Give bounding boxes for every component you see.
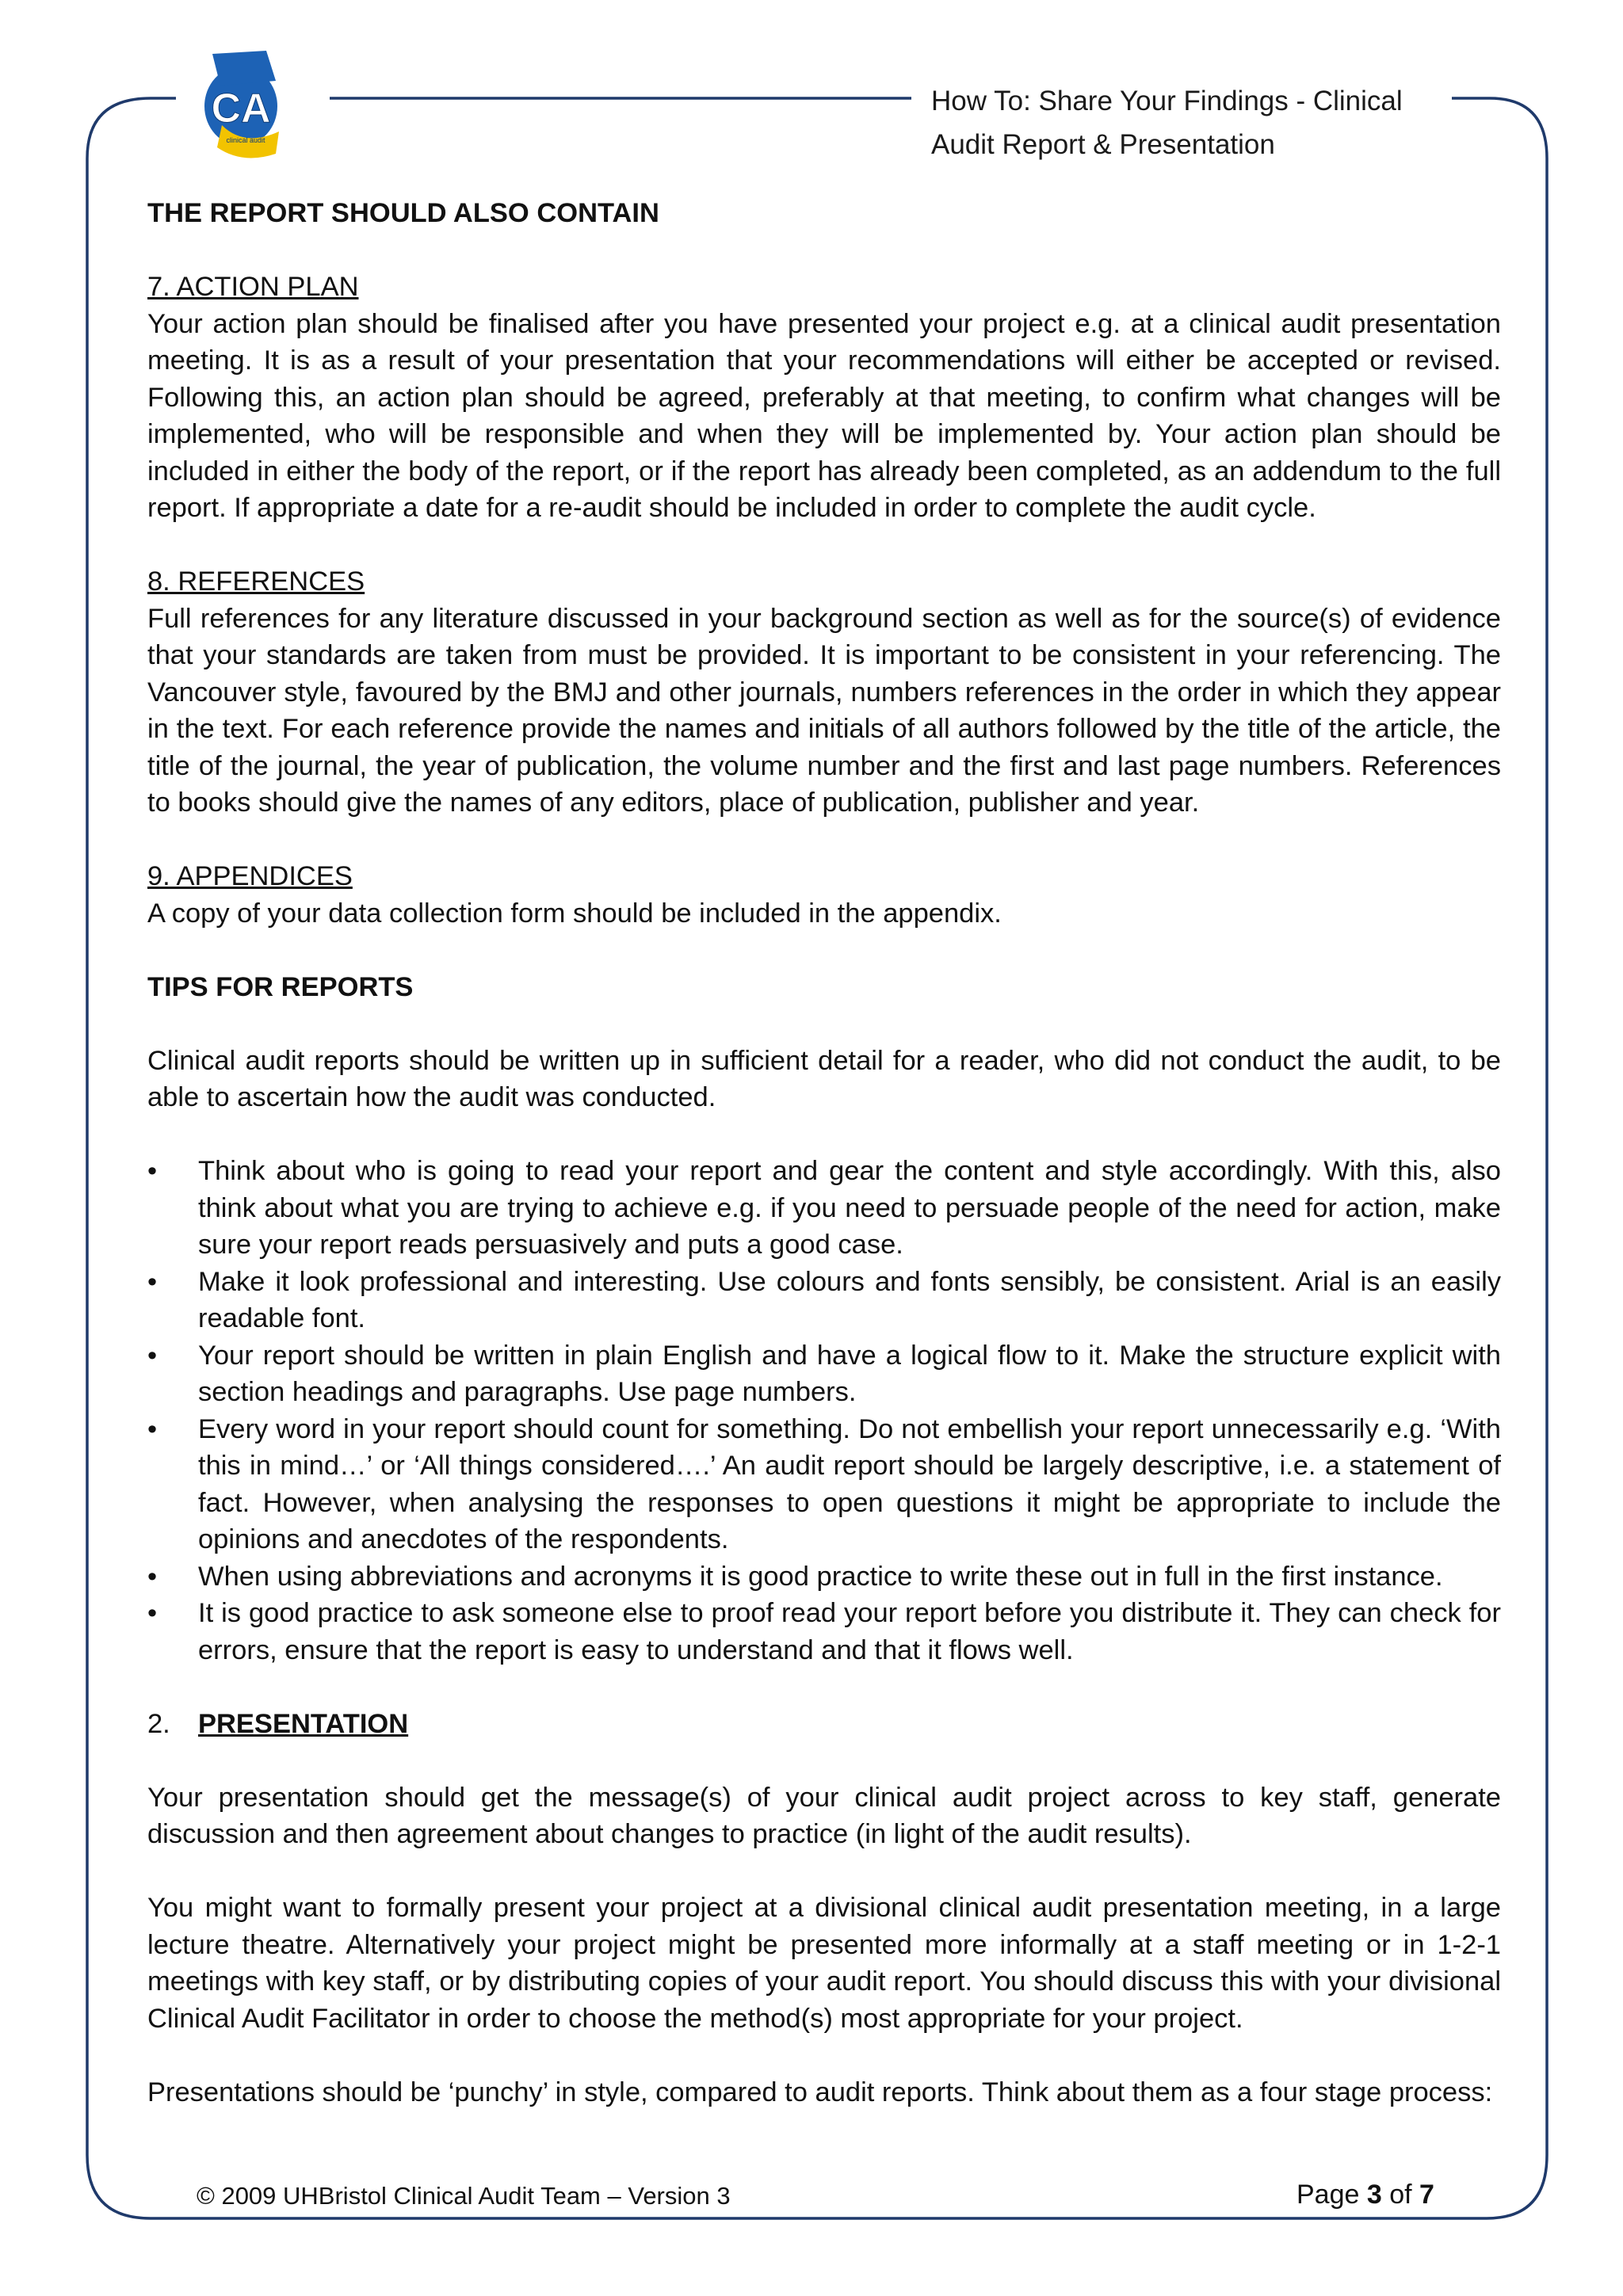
bullet-icon: •: [147, 1340, 158, 1371]
presentation-para-2: You might want to formally present your project at a divisional clinical audit presentation meeting, in a large lecture theatre. Alternatively your project might be presented more informally at a staff meeting or in 1-2-1 meetings with key staff, or by distributing copies of your audit report. You should discuss this with your divisional Clinical Audit Facilitator in order to choose the method(s) most appropriate for your project.: [147, 1893, 1501, 2034]
logo-subtext: clinical audit: [226, 136, 265, 144]
heading-action-plan: 7. ACTION PLAN: [147, 272, 359, 302]
bullet-icon: •: [147, 1156, 158, 1186]
footer-copyright: © 2009 UHBristol Clinical Audit Team – Version 3: [197, 2182, 731, 2210]
tips-intro: Clinical audit reports should be written up in sufficient detail for a reader, who did not conduct the audit, to be able to ascertain how the audit was conducted.: [147, 1045, 1501, 1112]
bullet-icon: •: [147, 1598, 158, 1628]
references-text: Full references for any literature discussed in your background section as well as for the source(s) of evidence that your standards are taken from must be provided. It is important to be consistent in your referencing. The Vancouver style, favoured by the BMJ and other journals, numbers references in the order in which they appear in the text. For each reference provide the names and initials of all authors followed by the title of the article, the title of the journal, the year of publication, the volume number and the first and last page numbers. References to books should give the names of any editors, place of publication, publisher and year.: [147, 603, 1501, 818]
heading-references: 8. REFERENCES: [147, 566, 365, 597]
document-header: [931, 79, 1423, 166]
heading-tips: TIPS FOR REPORTS: [147, 971, 414, 1002]
heading-report-also-contain: THE REPORT SHOULD ALSO CONTAIN: [147, 198, 659, 228]
presentation-para-1: Your presentation should get the message(s) of your clinical audit project across to key staff, generate discussion and then agreement about changes to practice (in light of the audit results).: [147, 1782, 1501, 1849]
list-item: • It is good practice to ask someone else to proof read your report before you distribute it. They can check for errors, ensure that the report is easy to understand and that it flows well.: [147, 1595, 1501, 1669]
bullet-icon: •: [147, 1266, 158, 1297]
appendices-text: A copy of your data collection form should be included in the appendix.: [147, 898, 1002, 929]
list-item: • Think about who is going to read your report and gear the content and style accordingly. With this, also think about what you are trying to achieve e.g. if you need to persuade people of the need for action, make sure your report reads persuasively and puts a good case.: [147, 1153, 1501, 1264]
page-number: Page 3 of 7: [1296, 2180, 1434, 2210]
list-item: • Your report should be written in plain English and have a logical flow to it. Make the structure explicit with section headings and paragraphs. Use page numbers.: [147, 1337, 1501, 1411]
list-item: • Every word in your report should count for something. Do not embellish your report unnecessarily e.g. ‘With this in mind…’ or ‘All things considered….’ An audit report should be largely descriptive, i.e. a statement of fact. However, when analysing the responses to open questions it might be appropriate to include the opinions and anecdotes of the respondents.: [147, 1411, 1501, 1558]
section-number: 2.: [147, 1708, 170, 1739]
page-total: 7: [1419, 2180, 1434, 2210]
clinical-audit-logo: [197, 49, 285, 168]
header-title-line1: How To: Share Your Findings - Clinical: [931, 86, 1403, 116]
tips-list: [147, 1153, 1501, 1669]
logo-text: CA: [211, 86, 271, 132]
bullet-icon: •: [147, 1561, 158, 1592]
list-item: • When using abbreviations and acronyms it is good practice to write these out in full in the first instance.: [147, 1558, 1501, 1596]
header-title-line2: Audit Report & Presentation: [931, 129, 1275, 160]
page-current: 3: [1366, 2180, 1382, 2210]
presentation-para-3: Presentations should be ‘punchy’ in style, compared to audit reports. Think about them as a four stage process:: [147, 2077, 1493, 2107]
section-title: PRESENTATION: [198, 1708, 409, 1739]
bullet-icon: •: [147, 1413, 158, 1444]
heading-presentation: [147, 1706, 1501, 1743]
page-content: [147, 195, 1501, 2111]
heading-appendices: 9. APPENDICES: [147, 861, 353, 891]
list-item: • Make it look professional and interesting. Use colours and fonts sensibly, be consistent. Arial is an easily readable font.: [147, 1264, 1501, 1337]
action-plan-text: Your action plan should be finalised after you have presented your project e.g. at a clinical audit presentation meeting. It is as a result of your presentation that your recommendations will either be accepted or revised. Following this, an action plan should be agreed, preferably at that meeting, to confirm what changes will be implemented, who will be responsible and when they will be implemented by. Your action plan should be included in either the body of the report, or if the report has already been completed, as an addendum to the full report. If appropriate a date for a re-audit should be included in order to complete the audit cycle.: [147, 308, 1501, 523]
